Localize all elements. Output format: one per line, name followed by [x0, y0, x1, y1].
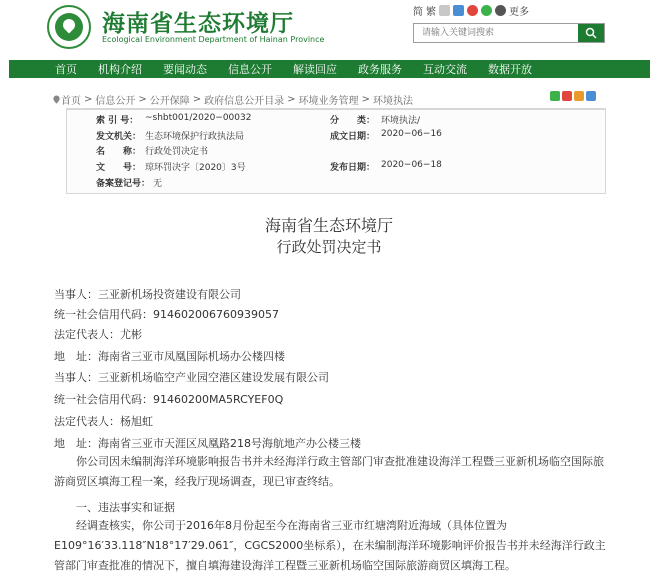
- document-title: 行政处罚决定书: [276, 238, 382, 256]
- breadcrumb-enforcement[interactable]: 环境执法: [372, 96, 413, 107]
- category-value: 环境执法/: [381, 116, 421, 126]
- share-qq-icon[interactable]: [586, 91, 596, 101]
- issuer-value: 生态环境保护行政执法局: [145, 132, 245, 142]
- case-summary-paragraph: 你公司因未编制海洋环境影响报告书并未经海洋行政主管部门审查批准建设海洋工程暨三亚新机场临空国际旅游商贸区填海工程一案，经我厅现场调查，现已审查终结。: [54, 455, 604, 488]
- party-credit-code: 统一社会信用代码：91460200MA5RCYEF0Q: [54, 393, 284, 406]
- search-button[interactable]: [578, 24, 604, 42]
- document-issuer-title: 海南省生态环境厅: [264, 216, 393, 235]
- name-value: 行政处罚决定书: [145, 147, 209, 157]
- facts-paragraph: 经调查核实，你公司于2016年8月份起至今在海南省三亚市红塘湾附近海域（具体位置为E109°16′33.118″N18°17′29.061″，CGCS2000坐标系），在未编制海洋环境影响评价报告书并未经海洋行政主管部门审查批准的情况下，擅自填海建设海洋工程暨三亚新机场临空国际旅游商贸区填海工程。: [54, 519, 606, 572]
- accessibility-icon[interactable]: [495, 5, 506, 16]
- share-wechat-icon[interactable]: [550, 91, 560, 101]
- record-label: 备案登记号：: [96, 179, 151, 189]
- share-qzone-icon[interactable]: [574, 91, 584, 101]
- more-link[interactable]: 更多: [509, 7, 529, 18]
- party-legal-rep: 法定代表人：尤彬: [54, 328, 142, 341]
- breadcrumb-env-management[interactable]: 环境业务管理: [298, 96, 359, 107]
- published-date-value: 2020−06−18: [381, 160, 442, 170]
- nav-about[interactable]: 机构介绍: [98, 63, 142, 76]
- nav-news[interactable]: 要闻动态: [163, 63, 207, 76]
- section-heading-facts: 一、违法事实和证据: [54, 501, 175, 514]
- doc-number-value: 琼环罚决字〔2020〕3号: [145, 163, 246, 173]
- location-icon: [52, 95, 61, 104]
- nav-home[interactable]: 首页: [55, 63, 77, 76]
- site-title[interactable]: 海南省生态环境厅: [102, 10, 294, 37]
- party-credit-code: 统一社会信用代码：914602006760939057: [54, 308, 279, 321]
- nav-services[interactable]: 政务服务: [358, 63, 402, 76]
- record-value: 无: [153, 179, 163, 189]
- created-date-label: 成文日期：: [330, 132, 376, 142]
- search-icon: [585, 27, 597, 39]
- party-name: 当事人：三亚新机场临空产业园空港区建设发展有限公司: [54, 371, 329, 384]
- party-address: 地 址：海南省三亚市天涯区凤凰路218号海航地产办公楼三楼: [54, 437, 361, 450]
- app-icon[interactable]: [453, 5, 464, 16]
- breadcrumb-guarantee[interactable]: 公开保障: [149, 96, 190, 107]
- share-weibo-icon[interactable]: [562, 91, 572, 101]
- nav-interaction[interactable]: 互动交流: [423, 63, 467, 76]
- issuer-label: 发文机关：: [96, 132, 142, 142]
- index-value: ~shbt001/2020−00032: [145, 113, 252, 123]
- nav-interpretation[interactable]: 解读回应: [293, 63, 337, 76]
- party-address: 地 址：海南省三亚市凤凰国际机场办公楼四楼: [54, 350, 285, 363]
- search-box: [413, 23, 605, 43]
- department-logo[interactable]: [47, 5, 91, 49]
- weibo-icon[interactable]: [467, 5, 478, 16]
- party-name: 当事人：三亚新机场投资建设有限公司: [54, 288, 241, 301]
- mobile-icon[interactable]: [439, 5, 450, 16]
- breadcrumb-catalog[interactable]: 政府信息公开目录: [204, 96, 285, 107]
- created-date-value: 2020−06−16: [381, 129, 442, 139]
- simplified-link[interactable]: 简: [413, 7, 423, 18]
- name-label: 名 称：: [96, 147, 142, 157]
- wechat-icon[interactable]: [481, 5, 492, 16]
- breadcrumb-info-disclosure[interactable]: 信息公开: [95, 96, 136, 107]
- category-label: 分 类：: [330, 116, 376, 126]
- share-icons: [550, 91, 596, 101]
- doc-number-label: 文 号：: [96, 163, 142, 173]
- party-legal-rep: 法定代表人：杨旭虹: [54, 415, 153, 428]
- site-subtitle: Ecological Environment Department of Hainan Province: [102, 35, 325, 44]
- breadcrumb: 首页 > 信息公开 > 公开保障 > 政府信息公开目录 > 环境业务管理 > 环境执法: [52, 92, 413, 107]
- published-date-label: 发布日期：: [330, 163, 376, 173]
- main-nav: [9, 60, 650, 78]
- index-label: 索 引 号：: [96, 116, 139, 126]
- site-header: [0, 0, 658, 60]
- nav-info-disclosure[interactable]: 信息公开: [228, 63, 272, 76]
- search-input[interactable]: [414, 24, 580, 42]
- breadcrumb-home[interactable]: 首页: [61, 96, 81, 107]
- document-metadata: [66, 108, 606, 194]
- nav-open-data[interactable]: 数据开放: [488, 63, 532, 76]
- top-links: [413, 3, 529, 18]
- traditional-link[interactable]: 繁: [426, 7, 436, 18]
